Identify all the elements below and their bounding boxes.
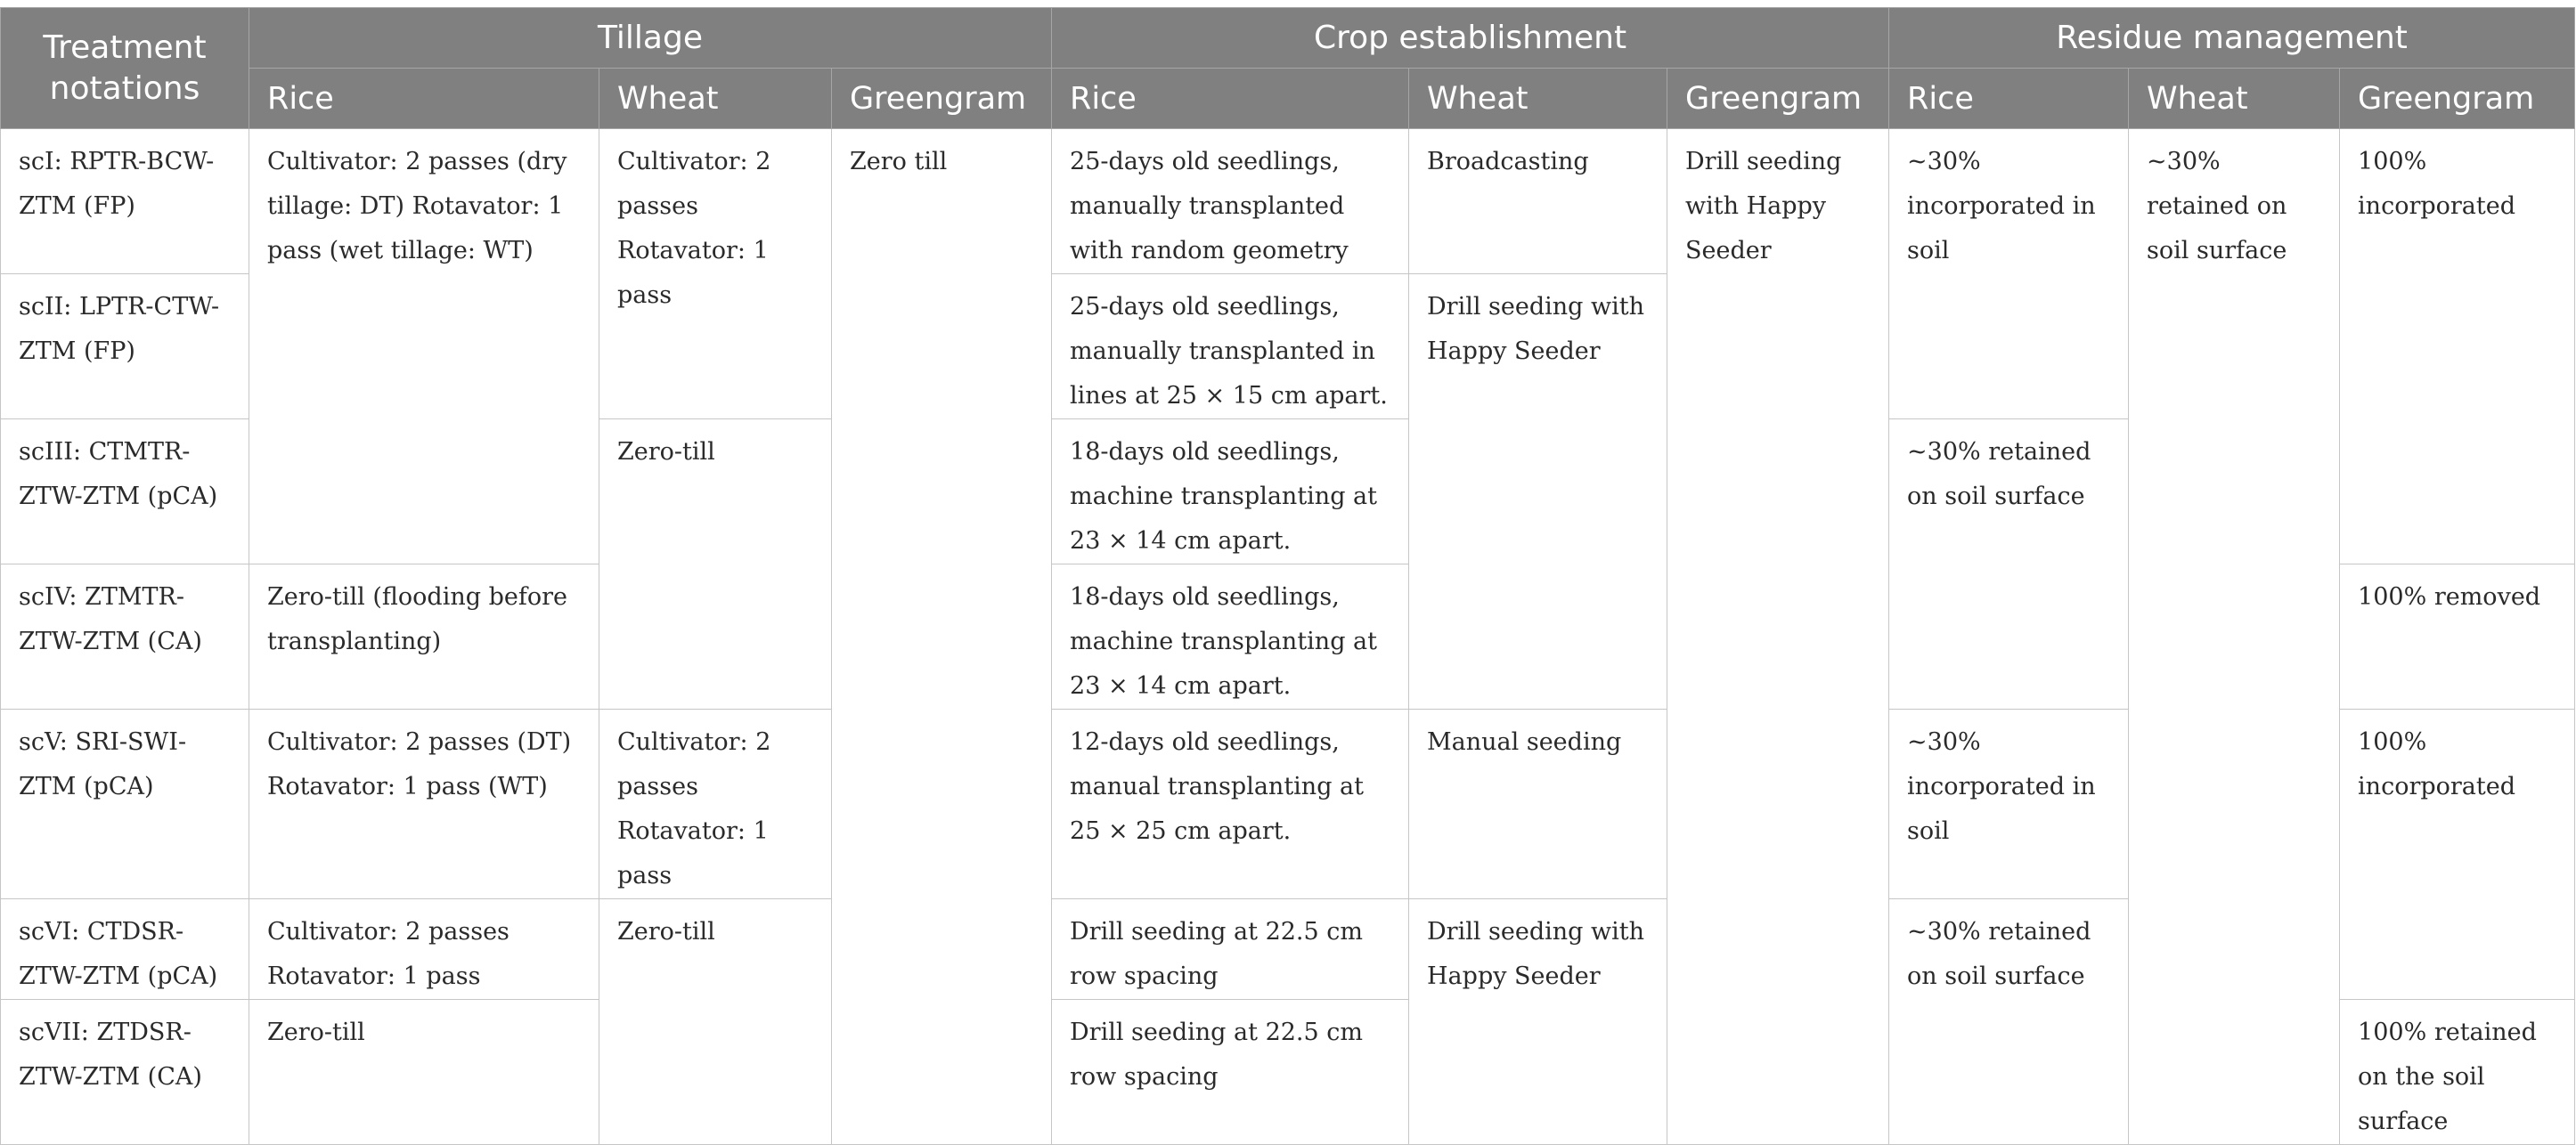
residue-wheat-cell: ~30% retained on soil surface bbox=[2129, 129, 2340, 1145]
treatment-notation: scVI: CTDSR-ZTW-ZTM (pCA) bbox=[1, 899, 249, 1000]
treatment-notation: scII: LPTR-CTW-ZTM (FP) bbox=[1, 274, 249, 419]
establishment-rice-header: Rice bbox=[1052, 69, 1409, 129]
tillage-rice-header: Rice bbox=[249, 69, 599, 129]
establishment-rice-cell: 18-days old seedlings, machine transplanting at 23 × 14 cm apart. bbox=[1052, 419, 1409, 564]
residue-rice-cell: ~30% retained on soil surface bbox=[1889, 899, 2129, 1145]
tillage-rice-cell: Cultivator: 2 passes (DT) Rotavator: 1 pass (WT) bbox=[249, 710, 599, 899]
tillage-wheat-cell: Zero-till bbox=[599, 419, 832, 710]
establishment-greengram-header: Greengram bbox=[1667, 69, 1889, 129]
residue-greengram-header: Greengram bbox=[2340, 69, 2575, 129]
residue-greengram-cell: 100% incorporated bbox=[2340, 710, 2575, 1000]
establishment-rice-cell: 18-days old seedlings, machine transplanting at 23 × 14 cm apart. bbox=[1052, 564, 1409, 710]
residue-wheat-header: Wheat bbox=[2129, 69, 2340, 129]
tillage-rice-cell: Zero-till bbox=[249, 1000, 599, 1145]
treatment-notation: scV: SRI-SWI-ZTM (pCA) bbox=[1, 710, 249, 899]
tillage-wheat-cell: Cultivator: 2 passes Rotavator: 1 pass bbox=[599, 710, 832, 899]
establishment-wheat-cell: Broadcasting bbox=[1409, 129, 1667, 274]
establishment-wheat-cell: Drill seeding with Happy Seeder bbox=[1409, 899, 1667, 1145]
residue-greengram-cell: 100% retained on the soil surface bbox=[2340, 1000, 2575, 1145]
crop-establishment-header: Crop establishment bbox=[1052, 8, 1889, 69]
residue-rice-cell: ~30% retained on soil surface bbox=[1889, 419, 2129, 710]
treatment-table bbox=[0, 7, 2575, 1145]
tillage-wheat-cell: Zero-till bbox=[599, 899, 832, 1145]
residue-rice-cell: ~30% incorporated in soil bbox=[1889, 129, 2129, 419]
tillage-rice-cell: Zero-till (flooding before transplanting) bbox=[249, 564, 599, 710]
establishment-wheat-header: Wheat bbox=[1409, 69, 1667, 129]
treatment-notation: scVII: ZTDSR-ZTW-ZTM (CA) bbox=[1, 1000, 249, 1145]
residue-greengram-cell: 100% removed bbox=[2340, 564, 2575, 710]
tillage-wheat-cell: Cultivator: 2 passes Rotavator: 1 pass bbox=[599, 129, 832, 419]
tillage-rice-cell: Cultivator: 2 passes (dry tillage: DT) Rotavator: 1 pass (wet tillage: WT) bbox=[249, 129, 599, 564]
residue-rice-cell: ~30% incorporated in soil bbox=[1889, 710, 2129, 899]
tillage-header: Tillage bbox=[249, 8, 1052, 69]
treatment-notations-header: Treatment notations bbox=[1, 8, 249, 129]
establishment-rice-cell: Drill seeding at 22.5 cm row spacing bbox=[1052, 1000, 1409, 1145]
treatment-notation: scI: RPTR-BCW-ZTM (FP) bbox=[1, 129, 249, 274]
treatment-notation: scIV: ZTMTR-ZTW-ZTM (CA) bbox=[1, 564, 249, 710]
tillage-greengram-cell: Zero till bbox=[832, 129, 1052, 1145]
establishment-wheat-cell: Manual seeding bbox=[1409, 710, 1667, 899]
tillage-wheat-header: Wheat bbox=[599, 69, 832, 129]
establishment-wheat-cell: Drill seeding with Happy Seeder bbox=[1409, 274, 1667, 710]
table-row bbox=[1, 129, 2575, 274]
establishment-rice-cell: 12-days old seedlings, manual transplanting at 25 × 25 cm apart. bbox=[1052, 710, 1409, 899]
establishment-rice-cell: Drill seeding at 22.5 cm row spacing bbox=[1052, 899, 1409, 1000]
residue-management-header: Residue management bbox=[1889, 8, 2575, 69]
residue-rice-header: Rice bbox=[1889, 69, 2129, 129]
tillage-greengram-header: Greengram bbox=[832, 69, 1052, 129]
establishment-rice-cell: 25-days old seedlings, manually transplanted with random geometry bbox=[1052, 129, 1409, 274]
establishment-greengram-cell: Drill seeding with Happy Seeder bbox=[1667, 129, 1889, 1145]
establishment-rice-cell: 25-days old seedlings, manually transplanted in lines at 25 × 15 cm apart. bbox=[1052, 274, 1409, 419]
tillage-rice-cell: Cultivator: 2 passes Rotavator: 1 pass bbox=[249, 899, 599, 1000]
residue-greengram-cell: 100% incorporated bbox=[2340, 129, 2575, 564]
treatment-notation: scIII: CTMTR-ZTW-ZTM (pCA) bbox=[1, 419, 249, 564]
